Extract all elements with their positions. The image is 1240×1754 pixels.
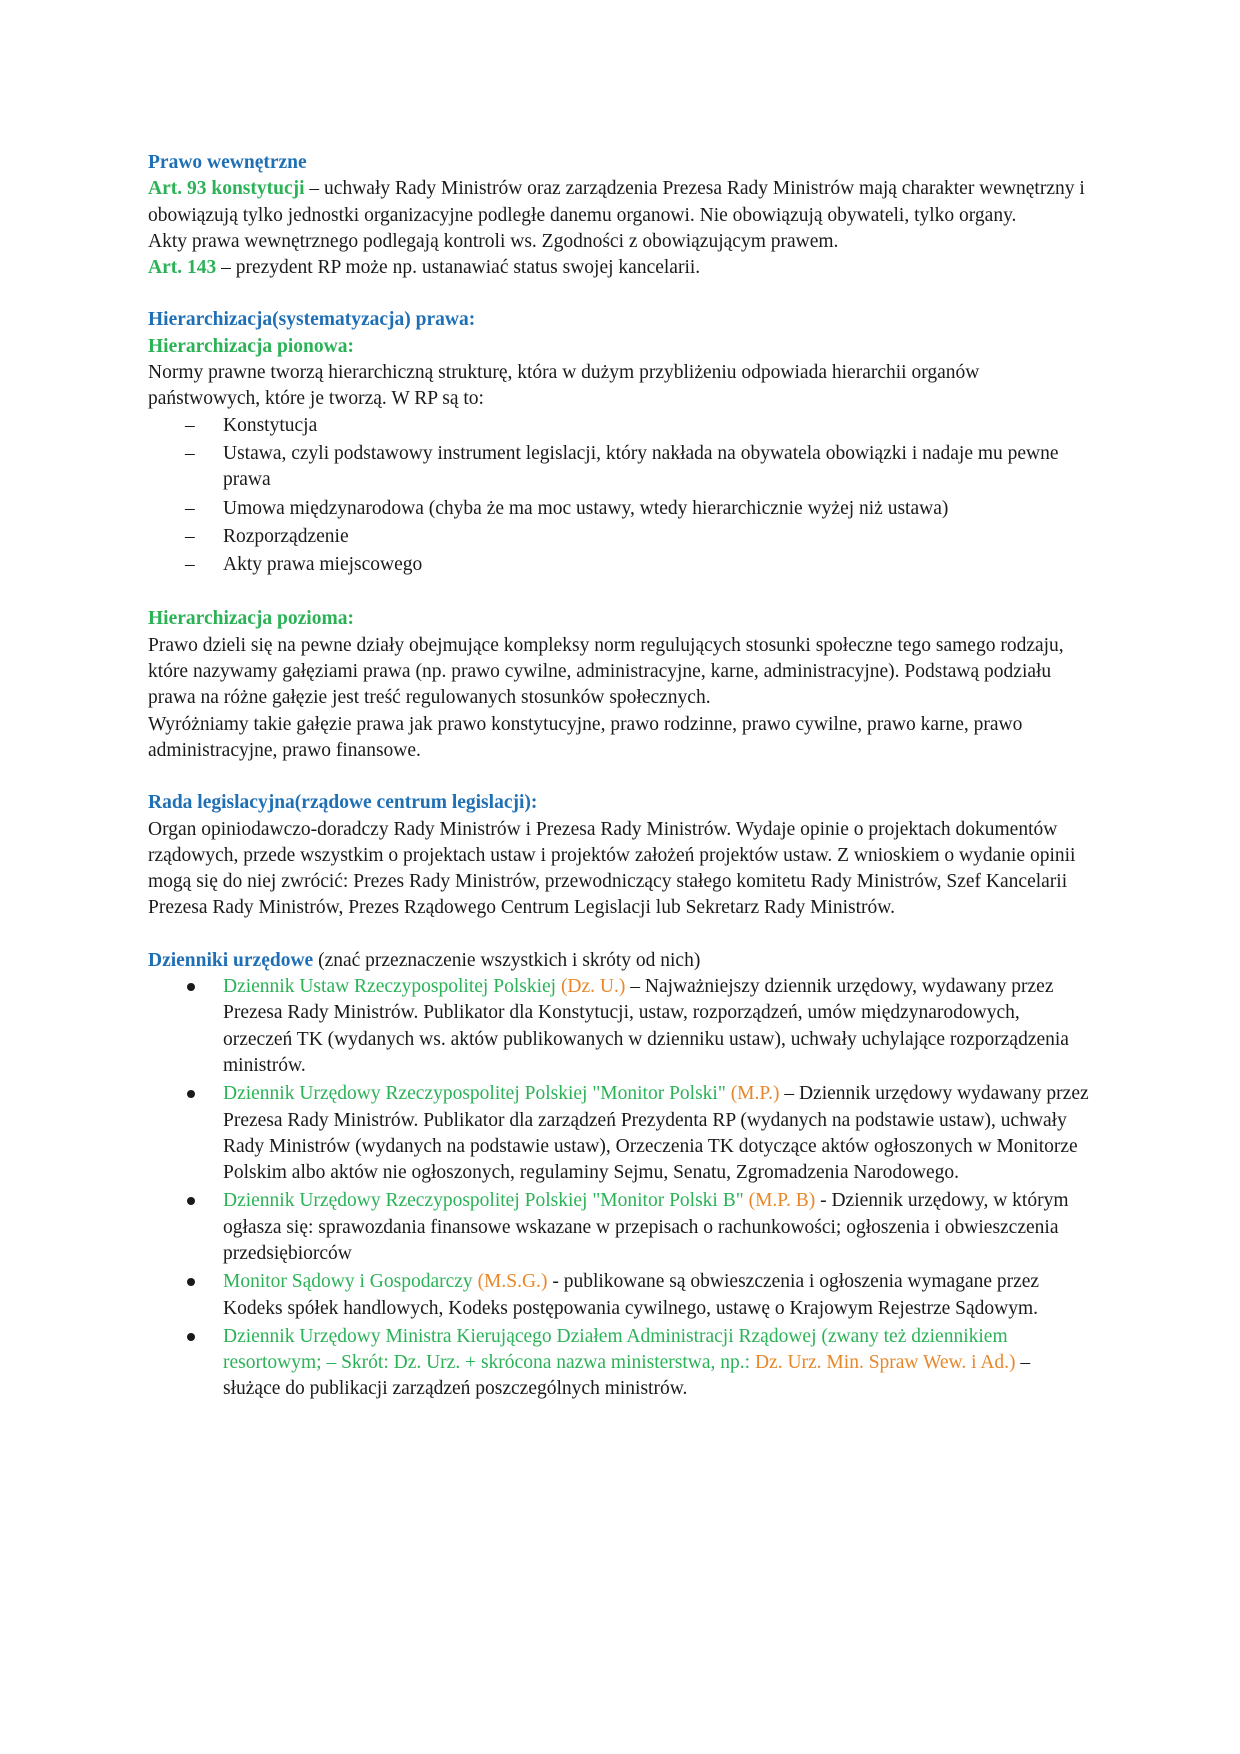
control-paragraph: Akty prawa wewnętrznego podlegają kontroli ws. Zgodności z obowiązującym prawem. [148, 230, 839, 252]
dzienniki-list [148, 974, 1090, 1403]
list-item [148, 1081, 1090, 1186]
journal-desc: - Dziennik urzędowy, w którym ogłasza się: sprawozdania finansowe wskazane w przepisach o rachunkowości; ogłoszenia i obwieszczenia przedsiębiorców [223, 1190, 1069, 1264]
journal-name: Dziennik Urzędowy Rzeczypospolitej Polskiej "Monitor Polski B" [223, 1190, 749, 1212]
section-heading-hierarchizacja: Hierarchizacja(systematyzacja) prawa: [148, 309, 476, 331]
journal-abbr: (Dz. U.) [560, 976, 626, 998]
bullet-icon [187, 1197, 195, 1205]
dzienniki-note: (znać przeznaczenie wszystkich i skróty od nich) [313, 949, 701, 971]
horizontal-paragraph-2: Wyróżniamy takie gałęzie prawa jak prawo konstytucyjne, prawo rodzinne, prawo cywilne, prawo karne, prawo administracyjne, prawo finansowe. [148, 713, 1023, 761]
journal-abbr: Dz. Urz. Min. Spraw Wew. i Ad.) [754, 1352, 1016, 1374]
art143-paragraph [148, 255, 1090, 281]
list-item [148, 1324, 1090, 1403]
list-item [148, 1188, 1090, 1267]
section-heading-dzienniki: Dzienniki urzędowe [148, 949, 314, 971]
journal-name: Dziennik Ustaw Rzeczypospolitej Polskiej [223, 976, 561, 998]
journal-name: Dziennik Urzędowy Rzeczypospolitej Polskiej "Monitor Polski" [223, 1083, 731, 1105]
hierarchy-intro: Normy prawne tworzą hierarchiczną strukturę, która w dużym przybliżeniu odpowiada hierarchii organów państwowych, które je tworzą. W RP są to: [148, 362, 980, 410]
art143-label: Art. 143 [148, 257, 217, 279]
list-item: – Konstytucja [148, 413, 1090, 439]
journal-desc: – Najważniejszy dziennik urzędowy, wydawany przez Prezesa Rady Ministrów. Publikator dla Konstytucji, ustaw, rozporządzeń, umów międzynarodowych, orzeczeń TK (wydanych ws. aktów publikowanych w dzienniku ustaw), uchwały uchylające rozporządzenia ministrów. [223, 976, 1069, 1076]
rada-paragraph: Organ opiniodawczo-doradczy Rady Ministrów i Prezesa Rady Ministrów. Wydaje opinie o projektach dokumentów rządowych, przede wszystkim o projektach ustaw i projektów założeń projektów ustaw. Z wnioskiem o wydanie opinii mogą się do niej zwrócić: Prezes Rady Ministrów, przewodniczący stałego komitetu Rady Ministrów, Szef Kancelarii Prezesa Rady Ministrów, Prezes Rządowego Centrum Legislacji lub Sekretarz Rady Ministrów. [148, 818, 1076, 919]
subheading-hierarchizacja-pionowa: Hierarchizacja pionowa: [148, 335, 354, 357]
journal-name: Monitor Sądowy i Gospodarczy [223, 1271, 478, 1293]
journal-desc: - publikowane są obwieszczenia i ogłoszenia wymagane przez Kodeks spółek handlowych, Kodeks postępowania cywilnego, ustawę o Krajowym Rejestrze Sądowym. [223, 1271, 1040, 1319]
dzienniki-heading-line [148, 948, 1090, 974]
art93-label: Art. 93 konstytucji [148, 178, 305, 200]
journal-desc: – Dziennik urzędowy wydawany przez Prezesa Rady Ministrów. Publikator dla zarządzeń Prezydenta RP (wydanych na podstawie ustaw), uchwały Rady Ministrów (wydanych na podstawie ustaw), Orzeczenia TK dotyczące aktów ogłoszonych w Monitorze Polskim albo aktów nie ogłoszonych, regulaminy Sejmu, Senatu, Zgromadzenia Narodowego. [223, 1083, 1089, 1184]
list-item: – Ustawa, czyli podstawowy instrument legislacji, który nakłada na obywatela obowiązki i nadaje mu pewne prawa [148, 441, 1090, 494]
hierarchy-list [148, 413, 1090, 579]
subheading-hierarchizacja-pozioma: Hierarchizacja pozioma: [148, 608, 354, 630]
bullet-icon [187, 1090, 195, 1098]
list-item [148, 1269, 1090, 1322]
list-item: – Akty prawa miejscowego [148, 552, 1090, 578]
art93-text: – uchwały Rady Ministrów oraz zarządzenia Prezesa Rady Ministrów mają charakter wewnętrzny i obowiązują tylko jednostki organizacyjne podległe danemu organowi. Nie obowiązują obywateli, tylko organy. [148, 178, 1085, 226]
list-item: – Umowa międzynarodowa (chyba że ma moc ustawy, wtedy hierarchicznie wyżej niż ustawa) [148, 496, 1090, 522]
bullet-icon [187, 1278, 195, 1286]
journal-abbr: (M.S.G.) [477, 1271, 548, 1293]
bullet-icon [187, 1333, 195, 1341]
journal-abbr: (M.P. B) [748, 1190, 816, 1212]
list-item [148, 974, 1090, 1079]
art143-text: – prezydent RP może np. ustanawiać status swojej kancelarii. [216, 257, 701, 279]
journal-desc: – służące do publikacji zarządzeń poszczególnych ministrów. [223, 1352, 1031, 1400]
section-heading-rada-legislacyjna: Rada legislacyjna(rządowe centrum legislacji): [148, 792, 538, 814]
bullet-icon [187, 983, 195, 991]
horizontal-paragraph-1: Prawo dzieli się na pewne działy obejmujące kompleksy norm regulujących stosunki społeczne tego samego rodzaju, które nazywamy gałęziami prawa (np. prawo cywilne, administracyjne, karne, administracyjne). Podstawą podziału prawa na różne gałęzie jest treść regulowanych stosunków społecznych. [148, 634, 1064, 709]
journal-abbr: (M.P.) [730, 1083, 780, 1105]
list-item: – Rozporządzenie [148, 524, 1090, 550]
journal-name: Dziennik Urzędowy Ministra Kierującego Działem Administracji Rządowej (zwany też dziennikiem resortowym; – Skrót: Dz. Urz. + skrócona nazwa ministerstwa, np.: [223, 1325, 1008, 1374]
section-heading-prawo-wewnetrzne: Prawo wewnętrzne [148, 152, 307, 173]
art93-paragraph [148, 176, 1090, 229]
